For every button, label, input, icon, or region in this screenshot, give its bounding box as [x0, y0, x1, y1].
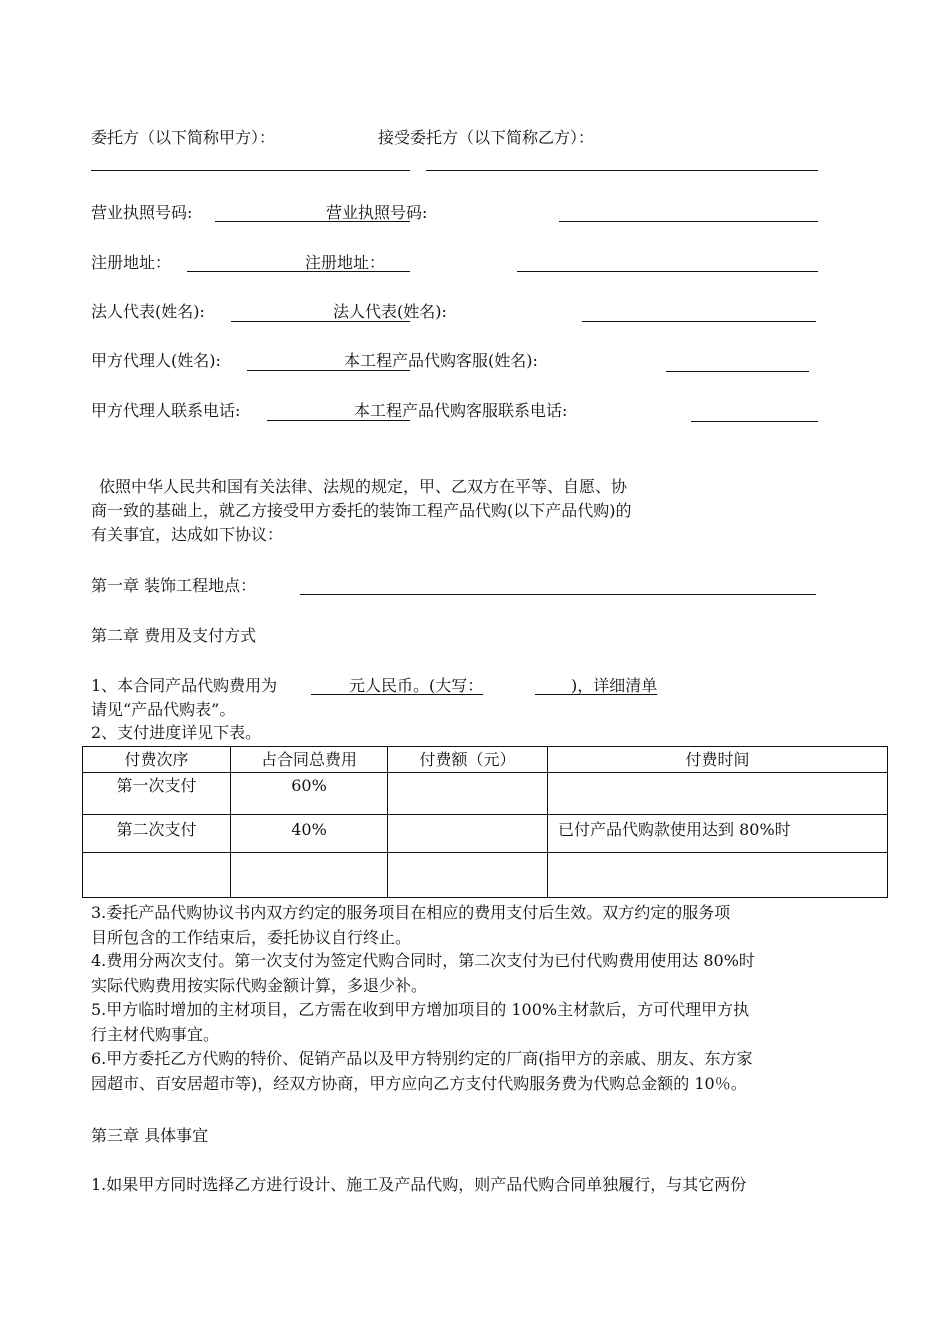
agent-label: 接受委托方（以下简称乙方）： [378, 128, 595, 147]
phone-label-a: 甲方代理人联系电话: [91, 401, 241, 420]
table-row [83, 853, 888, 898]
proxy-label-b: 本工程产品代购客服(姓名): [344, 351, 538, 370]
table-cell[interactable] [231, 853, 388, 898]
address-field-b[interactable] [517, 271, 818, 272]
proxy-field-b[interactable] [666, 371, 809, 372]
table-header-cell: 占合同总费用 [231, 747, 388, 773]
fee-text-c: )，详细清单 [571, 676, 658, 695]
fee-text-d: 请见“产品代购表”。 [91, 700, 236, 719]
phone-label-b: 本工程产品代购客服联系电话: [354, 401, 568, 420]
site-address-field[interactable] [300, 594, 816, 595]
agent-name-field[interactable] [426, 170, 818, 171]
table-header-cell: 付费次序 [83, 747, 231, 773]
payment-schedule-intro: 2、支付进度详见下表。 [91, 723, 262, 742]
legal-label-a: 法人代表(姓名): [91, 302, 205, 321]
proxy-label-a: 甲方代理人(姓名): [91, 351, 221, 370]
table-header-cell: 付费时间 [548, 747, 888, 773]
chapter3-title: 第三章 具体事宜 [91, 1126, 209, 1145]
table-cell[interactable] [548, 773, 888, 815]
license-label-a: 营业执照号码: [91, 203, 193, 222]
table-header-row [83, 747, 888, 773]
table-cell[interactable]: 已付产品代购款使用达到 80%时 [548, 815, 888, 853]
phone-field-b[interactable] [691, 421, 818, 422]
table-cell: 60% [231, 773, 388, 815]
clause-3-line-1: 3.委托产品代购协议书内双方约定的服务项目在相应的费用支付后生效。双方约定的服务项 [91, 903, 731, 922]
fee-capital-field[interactable] [535, 694, 571, 695]
table-cell[interactable] [548, 853, 888, 898]
intro-line-1: 依照中华人民共和国有关法律、法规的规定，甲、乙双方在平等、自愿、协 [99, 477, 628, 496]
client-label: 委托方（以下简称甲方）： [91, 128, 276, 147]
table-row [83, 815, 888, 853]
clause-3-line-2: 目所包含的工作结束后，委托协议自行终止。 [91, 928, 412, 947]
fee-text-a: 1、本合同产品代购费用为 [91, 676, 278, 695]
table-cell: 40% [231, 815, 388, 853]
table-cell: 第一次支付 [83, 773, 231, 815]
clause-4-line-1: 4.费用分两次支付。第一次支付为签定代购合同时，第二次支付为已付代购费用使用达 80%时 [91, 951, 755, 970]
intro-line-2: 商一致的基础上，就乙方接受甲方委托的装饰工程产品代购(以下产品代购)的 [91, 501, 632, 520]
table-row [83, 773, 888, 815]
client-name-field[interactable] [91, 170, 410, 171]
table-cell[interactable] [83, 853, 231, 898]
chapter3-clause-1: 1.如果甲方同时选择乙方进行设计、施工及产品代购，则产品代购合同单独履行，与其它两份 [91, 1175, 747, 1194]
clause-5-line-2: 行主材代购事宜。 [91, 1025, 220, 1044]
table-cell[interactable] [388, 815, 548, 853]
chapter2-title: 第二章 费用及支付方式 [91, 626, 257, 645]
legal-field-b[interactable] [582, 321, 816, 322]
table-cell[interactable] [388, 773, 548, 815]
address-label-a: 注册地址： [91, 253, 172, 272]
intro-line-3: 有关事宜，达成如下协议： [91, 525, 284, 544]
clause-6-line-2: 园超市、百安居超市等)，经双方协商，甲方应向乙方支付代购服务费为代购总金额的 10％。 [91, 1074, 747, 1093]
table-cell: 第二次支付 [83, 815, 231, 853]
clause-6-line-1: 6.甲方委托乙方代购的特价、促销产品以及甲方特别约定的厂商(指甲方的亲戚、朋友、东方家 [91, 1049, 753, 1068]
table-cell[interactable] [388, 853, 548, 898]
legal-label-b: 法人代表(姓名): [333, 302, 447, 321]
fee-text-b: 元人民币。(大写： [349, 676, 484, 695]
fee-amount-field[interactable] [311, 694, 349, 695]
payment-table [82, 746, 888, 898]
license-field-b[interactable] [559, 221, 818, 222]
table-header-cell: 付费额（元） [388, 747, 548, 773]
clause-5-line-1: 5.甲方临时增加的主材项目，乙方需在收到甲方增加项目的 100%主材款后，方可代理甲方执 [91, 1000, 750, 1019]
address-label-b: 注册地址： [305, 253, 386, 272]
chapter1-label: 第一章 装饰工程地点： [91, 576, 257, 595]
license-label-b: 营业执照号码: [326, 203, 428, 222]
clause-4-line-2: 实际代购费用按实际代购金额计算，多退少补。 [91, 976, 428, 995]
